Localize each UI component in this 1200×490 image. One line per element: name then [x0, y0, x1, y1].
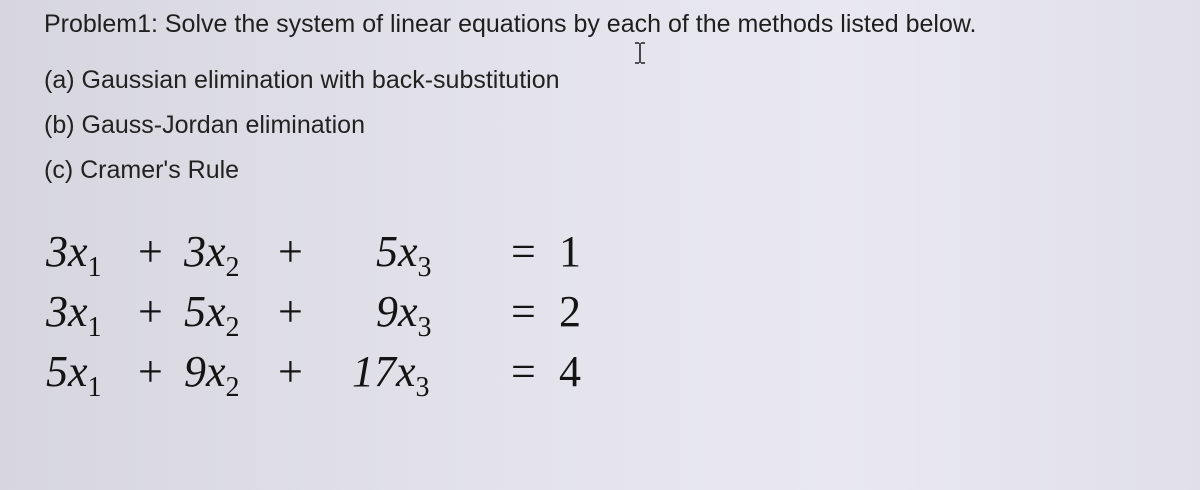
equation-rhs: 4: [559, 347, 581, 396]
plus-sign: +: [138, 227, 163, 276]
equation-rhs: 2: [559, 287, 581, 336]
text-cursor-icon: [632, 42, 648, 64]
equation-term: $5x_1$: [46, 347, 102, 403]
plus-sign: +: [138, 287, 163, 336]
plus-sign: +: [278, 347, 303, 396]
equation-term: $17x_3$: [352, 347, 430, 403]
equals-sign: =: [511, 347, 536, 396]
plus-sign: +: [278, 227, 303, 276]
method-item-cramers-rule: (c) Cramer's Rule: [44, 156, 240, 184]
equation-term: $3x_1$: [46, 227, 102, 283]
problem-title: Problem1: Solve the system of linear equations by each of the methods listed below.: [44, 10, 977, 38]
equation-term: $9x_3$: [376, 287, 432, 343]
equation-term: $5x_2$: [184, 287, 240, 343]
plus-sign: +: [138, 347, 163, 396]
equation-term: $5x_3$: [376, 227, 432, 283]
equals-sign: =: [511, 227, 536, 276]
equals-sign: =: [511, 287, 536, 336]
equation-term: $9x_2$: [184, 347, 240, 403]
equation-rhs: 1: [559, 227, 581, 276]
method-item-gauss-jordan: (b) Gauss-Jordan elimination: [44, 111, 365, 139]
method-item-gaussian: (a) Gaussian elimination with back-substitution: [44, 66, 560, 94]
plus-sign: +: [278, 287, 303, 336]
equation-term: $3x_2$: [184, 227, 240, 283]
method-list: [44, 58, 560, 193]
equation-term: $3x_1$: [46, 287, 102, 343]
